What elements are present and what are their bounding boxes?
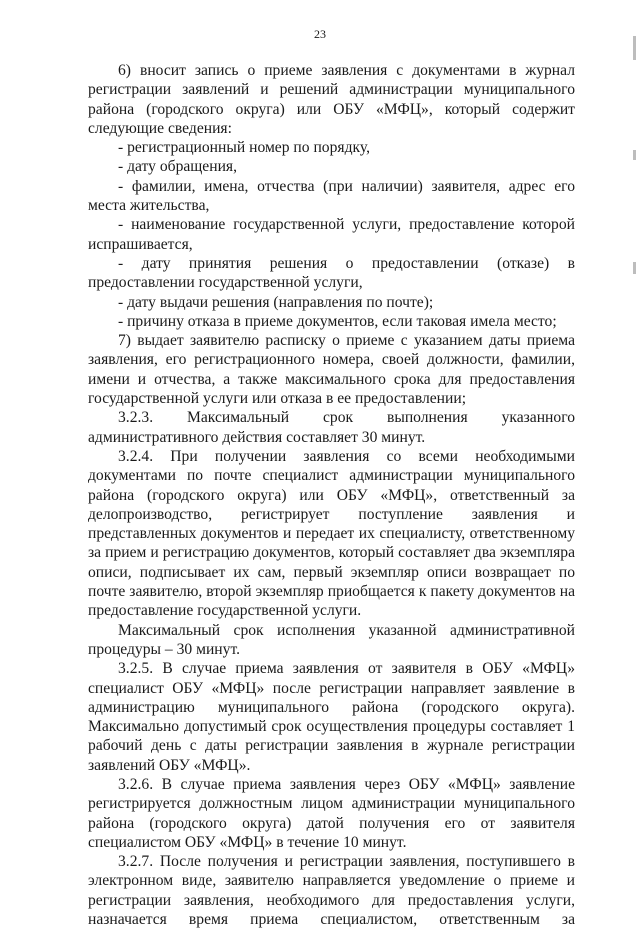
list-item-request-date: - дату обращения, (118, 158, 237, 176)
page-number: 23 (314, 27, 326, 41)
paragraph-3-2-4: 3.2.4. При получении заявления со всеми необходимыми документами по почте специалист администрации муниципального района (городского округа) или ОБУ «МФЦ», ответственный за делопроизводство, регистрирует поступление заявления и представленных документов и передает их специалисту, ответственному за прием и регистрацию документов, который составляет два экземпляра описи, подписывает их сам, первый экземпляр описи возвращает по почте заявителю, второй экземпляр приобщается к пакету документов на предоставление государственной услуги. (88, 447, 575, 620)
paragraph-3-2-7: 3.2.7. После получения и регистрации заявления, поступившего в электронном виде, заявителю направляется уведомление о приеме и регистрации заявления, необходимого для предоставления услуги, назначается время приема специалистом, ответственным за (88, 853, 575, 929)
paragraph-3-2-6: 3.2.6. В случае приема заявления через ОБУ «МФЦ» заявление регистрируется должностным лицом администрации муниципального района (городского округа) датой получения его от заявителя специалистом ОБУ «МФЦ» в течение 10 минут. (88, 775, 575, 851)
scan-edge-mark (633, 150, 636, 160)
paragraph-3-2-3: 3.2.3. Максимальный срок выполнения указанного административного действия составляет 30 минут. (88, 409, 575, 446)
list-item-refusal-reason: - причину отказа в приеме документов, если таковая имела место; (118, 312, 557, 330)
list-item-issue-date: - дату выдачи решения (направления по почте); (118, 293, 434, 311)
list-item-applicant-name: - фамилии, имена, отчества (при наличии) заявителя, адрес его места жительства, (88, 177, 575, 215)
document-body (88, 61, 575, 929)
paragraph-item-7: 7) выдает заявителю расписку о приеме с указанием даты приема заявления, его регистрационного номера, своей должности, фамилии, имени и отчества, а также максимального срока для предоставления государственной услуги или отказа в ее предоставлении; (88, 332, 575, 408)
list-item-service-name: - наименование государственной услуги, предоставление которой испрашивается, (88, 216, 575, 253)
list-item-registration-number: - регистрационный номер по порядку, (118, 139, 370, 157)
paragraph-max-time: Максимальный срок исполнения указанной административной процедуры – 30 минут. (88, 621, 575, 658)
scan-edge-mark (633, 262, 636, 274)
paragraph-item-6: 6) вносит запись о приеме заявления с документами в журнал регистрации заявлений и решений администрации муниципального района (городского округа) или ОБУ «МФЦ», который содержит следующие сведения: (88, 62, 575, 137)
list-item-decision-date: - дату принятия решения о предоставлении (отказе) в предоставлении государственной услуги, (88, 254, 575, 292)
paragraph-3-2-5: 3.2.5. В случае приема заявления от заявителя в ОБУ «МФЦ» специалист ОБУ «МФЦ» после регистрации направляет заявление в администрацию муниципального района (городского округа). Максимально допустимый срок осуществления процедуры составляет 1 рабочий день с даты регистрации заявления в журнале регистрации заявлений ОБУ «МФЦ». (88, 660, 575, 774)
scan-edge-mark (633, 36, 636, 60)
